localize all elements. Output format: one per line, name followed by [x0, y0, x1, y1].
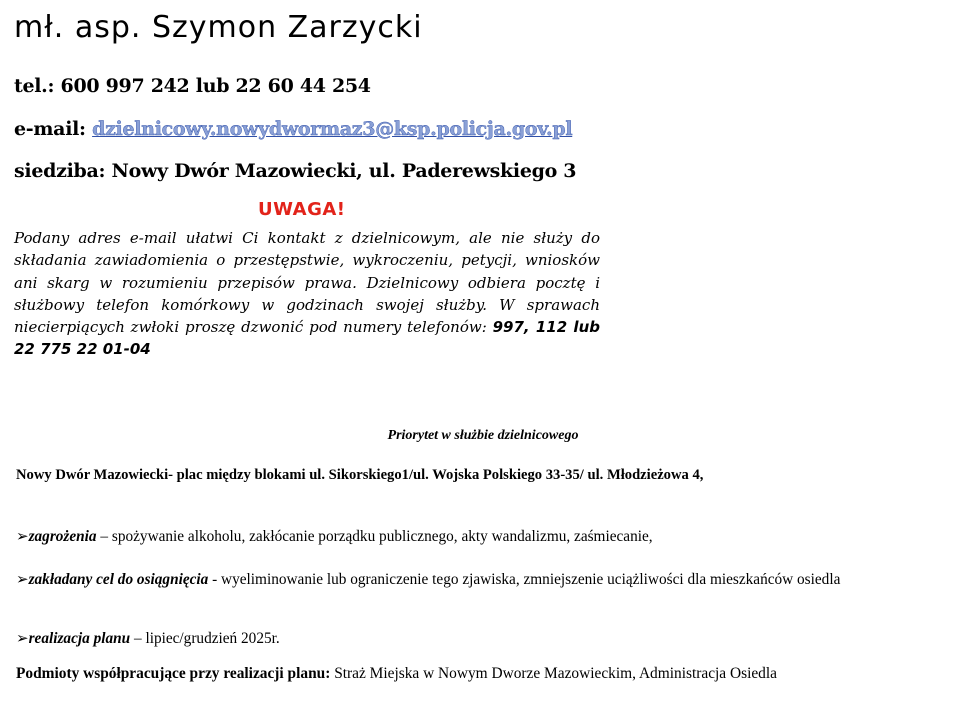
partners-text: Straż Miejska w Nowym Dworze Mazowieckim, Administracja Osiedla — [330, 665, 777, 682]
plan-item — [16, 629, 946, 648]
phone-line — [14, 75, 371, 97]
email-label: e-mail — [14, 118, 80, 140]
partners-label: Podmioty współpracujące przy realizacji planu: — [16, 665, 331, 682]
priority-location: Nowy Dwór Mazowiecki- plac między blokami ul. Sikorskiego1/ul. Wojska Polskiego 33-35/ ul. Młodzieżowa 4, — [16, 467, 704, 483]
office-address-label: siedziba: — [14, 160, 106, 182]
goal-label: zakładany cel do osiągnięcia — [28, 571, 209, 588]
email-colon: : — [79, 118, 86, 140]
plan-label: realizacja planu — [28, 630, 131, 647]
arrow-bullet-icon: ➢ — [16, 570, 29, 588]
goal-item — [16, 563, 946, 596]
warning-heading: UWAGA! — [258, 199, 346, 220]
arrow-bullet-icon: ➢ — [16, 527, 29, 545]
warning-notice-text: Podany adres e-mail ułatwi Ci kontakt z dzielnicowym, ale nie służy do składania zawiadomienia o przestępstwie, wykroczeniu, petycji, wniosków ani skarg w rozumieniu przepisów prawa. Dzielnicowy odbiera pocztę i służbowy telefon komórkowy w godzinach swojej służby. W sprawach niecierpiących zwłoki proszę dzwonić pod numery telefonów: — [14, 229, 600, 337]
phone-numbers: 600 997 242 lub 22 60 44 254 — [60, 75, 371, 97]
office-address: Nowy Dwór Mazowiecki, ul. Paderewskiego 3 — [111, 160, 577, 182]
arrow-bullet-icon: ➢ — [16, 629, 29, 647]
email-line — [14, 118, 572, 140]
threats-label: zagrożenia — [28, 528, 97, 545]
email-link[interactable]: dzielnicowy.nowydwormaz3@ksp.policja.gov.pl — [92, 118, 573, 140]
phone-label: tel.: — [14, 75, 55, 97]
priority-title: Priorytet w służbie dzielnicowego — [387, 428, 579, 443]
goal-text: - wyeliminowanie lub ograniczenie tego zjawiska, zmniejszenie uciążliwości dla mieszkańców osiedla — [208, 571, 841, 588]
warning-notice — [14, 227, 600, 361]
emergency-numbers: 997, 112 lub 22 775 22 01-04 — [14, 318, 600, 359]
threats-text: – spożywanie alkoholu, zakłócanie porządku publicznego, akty wandalizmu, zaśmiecanie, — [96, 528, 653, 545]
plan-text: – lipiec/grudzień 2025r. — [130, 630, 280, 647]
partners-line — [16, 665, 777, 683]
office-address-line — [14, 160, 576, 182]
officer-name: mł. asp. Szymon Zarzycki — [14, 10, 423, 45]
threats-item — [16, 527, 946, 546]
